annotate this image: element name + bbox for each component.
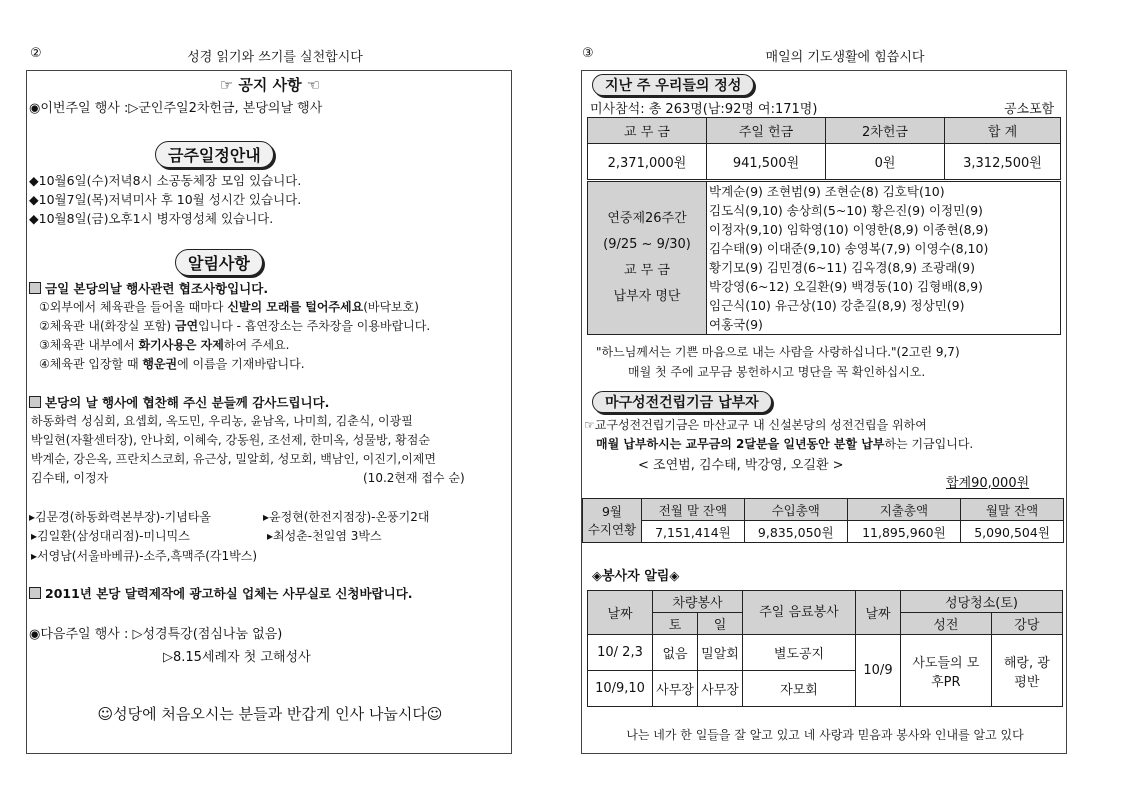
- sponsor-note: (10.2현재 접수 순): [363, 471, 465, 485]
- tithe-value: 2,371,000원: [588, 144, 707, 180]
- vol-row2-sat: 사무장: [653, 671, 698, 707]
- right-page-title: 매일의 기도생활에 힘씁시다: [765, 50, 925, 65]
- payer-line: 김도식(9,10) 송상희(5~10) 황은진(9) 이정민(9): [709, 203, 983, 218]
- building-names: < 조연범, 김수태, 박강영, 오길환 >: [638, 458, 844, 473]
- vol-row2-drink: 자모회: [743, 671, 856, 707]
- right-page-number: ③: [582, 46, 594, 61]
- sec1-item-4-pre: ④체육관 입장할 때: [39, 357, 143, 371]
- building-total: 합계90,000원: [946, 476, 1030, 491]
- left-panel: [26, 70, 512, 754]
- sec1-item-1-bold: 신발의 모래를 털어주세요: [227, 300, 364, 314]
- donor-2: ▸윤정현(한전지점장)-온풍기2대: [263, 510, 430, 524]
- balance-label-month: 9월: [601, 503, 623, 519]
- payer-line: 임근식(10) 유근상(10) 강춘길(8,9) 정상민(9): [709, 298, 965, 313]
- section2-title: [29, 393, 329, 411]
- attendance-note: 공소포함: [1004, 102, 1055, 117]
- clean-sanctuary: 사도들의 모후PR: [901, 635, 992, 707]
- sec1-item-4-post: 에 이름을 기재바랍니다.: [177, 357, 305, 371]
- balance-col-expense: 지출총액: [847, 499, 960, 521]
- offering-header-row: [588, 118, 1061, 144]
- sec1-item-1-pre: ①외부에서 체육관을 들어올 때마다: [39, 300, 228, 314]
- vol-col-sat: 토: [653, 613, 698, 635]
- sec1-item-1-post: (바닥보호): [363, 300, 419, 314]
- week-guide-title: 금주일정안내: [155, 141, 274, 168]
- balance-col-income: 수입총액: [744, 499, 847, 521]
- vol-col-vehicle: 차량봉사: [653, 591, 743, 613]
- square-bullet-icon: [29, 282, 41, 294]
- sponsor-line-4: 김수태, 이정자: [31, 471, 109, 485]
- balance-col-prev: 전월 말 잔액: [642, 499, 745, 521]
- schedule-item-2: ◆10월7일(목)저녁미사 후 10월 성시간 있습니다.: [29, 192, 302, 207]
- offering-title: 지난 주 우리들의 정성: [592, 74, 754, 96]
- period-label-3: 교 무 금: [624, 263, 670, 278]
- vol-row1-date: 10/ 2,3: [588, 635, 653, 671]
- col-tithe: 교 무 금: [588, 118, 707, 144]
- balance-table: [582, 498, 1064, 543]
- payer-line: 김수태(9) 이대준(9,10) 송영복(7,9) 이영수(8,10): [709, 241, 989, 256]
- vol-row2-sun: 사무장: [698, 671, 743, 707]
- vol-col-clean: 성당청소(토): [901, 591, 1063, 613]
- sec1-item-4: [39, 355, 305, 372]
- sec1-item-2-post: 입니다 - 흡연장소는 주차장을 이용바랍니다.: [198, 319, 431, 333]
- vol-row1-sat: 없음: [653, 635, 698, 671]
- vol-col-drink: 주일 음료봉사: [743, 591, 856, 635]
- balance-label: [583, 499, 642, 543]
- clean-date: 10/9: [856, 635, 901, 707]
- left-page-title: 성경 읽기와 쓰기를 실천합시다: [187, 50, 363, 65]
- vol-header-row-1: [588, 591, 1063, 613]
- vol-row-1: [588, 635, 1063, 671]
- vol-col-sun: 일: [698, 613, 743, 635]
- payer-table: [587, 181, 1061, 335]
- section2-title-text: 본당의 날 행사에 협찬해 주신 분들께 감사드립니다.: [45, 395, 330, 410]
- balance-value-row: [583, 521, 1064, 543]
- vol-col-sanctuary: 성전: [901, 613, 992, 635]
- building-desc-2: [596, 435, 973, 452]
- payer-row: [588, 182, 1061, 335]
- quote-2: 매월 첫 주에 교무금 봉헌하시고 명단을 꼭 확인하십시오.: [628, 365, 926, 379]
- section1-title-text: 금일 본당의날 행사관련 협조사항입니다.: [45, 281, 269, 296]
- volunteer-title: ◈봉사자 알림◈: [592, 569, 680, 584]
- vol-row1-sun: 밀알회: [698, 635, 743, 671]
- donor-4: ▸최성춘-천일염 3박스: [267, 529, 382, 543]
- balance-col-end: 월말 잔액: [961, 499, 1064, 521]
- payer-list: [707, 182, 1061, 335]
- donor-5: ▸서영남(서울바베큐)-소주,흑맥주(각1박스): [31, 549, 258, 563]
- col-second: 2차헌금: [826, 118, 945, 144]
- balance-income: 9,835,050원: [744, 521, 847, 543]
- donor-3: ▸김일환(삼성대리점)-미니믹스: [31, 529, 190, 543]
- balance-expense: 11,895,960원: [847, 521, 960, 543]
- sec1-item-3-post: 하여 주세요.: [223, 338, 290, 352]
- offering-value-row: [588, 144, 1061, 180]
- balance-label-text: 수지연황: [587, 521, 637, 537]
- payer-line: 여홍국(9): [709, 317, 763, 332]
- next-week-event-1: ◉다음주일 행사 : ▷성경특강(점심나눔 없음): [29, 627, 283, 642]
- period-label-1: 연중제26주간: [607, 211, 687, 226]
- sponsor-line-1: 하동화력 성심회, 요셉회, 옥도민, 우리농, 윤남옥, 나미희, 김춘식, 이광필: [31, 414, 413, 428]
- sec1-item-3-bold: 화기사용은 자제: [138, 338, 224, 352]
- second-value: 0원: [826, 144, 945, 180]
- section3-title: [29, 584, 413, 602]
- square-bullet-icon: [29, 396, 41, 408]
- section3-title-text: 2011년 본당 달력제작에 광고하실 업체는 사무실로 신청바랍니다.: [45, 586, 413, 601]
- period-label-4: 납부자 명단: [613, 289, 681, 304]
- sunday-value: 941,500원: [707, 144, 826, 180]
- square-bullet-icon: [29, 587, 41, 599]
- vol-col-date2: 날짜: [856, 591, 901, 635]
- vol-row2-date: 10/9,10: [588, 671, 653, 707]
- balance-prev: 7,151,414원: [642, 521, 745, 543]
- sec1-item-3: [39, 336, 289, 353]
- volunteer-table: [587, 590, 1063, 707]
- balance-header-row: [583, 499, 1064, 521]
- vol-row1-drink: 별도공지: [743, 635, 856, 671]
- section1-title: [29, 279, 268, 297]
- schedule-item-1: ◆10월6일(수)저녁8시 소공동체장 모임 있습니다.: [29, 173, 302, 188]
- left-page-number: ②: [30, 46, 42, 61]
- balance-end: 5,090,504원: [961, 521, 1064, 543]
- vol-col-hall: 강당: [991, 613, 1062, 635]
- announce-title: 알림사항: [175, 249, 263, 276]
- building-desc-bold: 매월 납부하시는 교무금의 2달분을 일년동안 분할 납부: [596, 437, 885, 451]
- quote: "하느님께서는 기쁜 마음으로 내는 사람을 사랑하십니다."(2고린 9,7): [596, 345, 960, 359]
- period-cell: [588, 182, 707, 335]
- period-label-2: (9/25 ~ 9/30): [603, 237, 691, 252]
- schedule-item-3: ◆10월8일(금)오후1시 병자영성체 있습니다.: [29, 211, 274, 226]
- sec1-item-2-bold: 금연: [174, 319, 199, 333]
- closing-message: ☺성당에 처음오시는 분들과 반갑게 인사 나눕시다☺: [97, 705, 443, 723]
- donor-1: ▸김문경(하동화력본부장)-기념타올: [29, 510, 212, 524]
- footer-verse: 나는 네가 한 일들을 잘 알고 있고 네 사랑과 믿음과 봉사와 인내를 알고 있다: [626, 728, 1024, 742]
- payer-line: 황기모(9) 김민경(6~11) 김옥경(8,9) 조광래(9): [709, 260, 975, 275]
- payer-line: 이정자(9,10) 임학영(10) 이영한(8,9) 이종현(8,9): [709, 222, 989, 237]
- sec1-item-3-pre: ③체육관 내부에서: [39, 338, 139, 352]
- col-total: 합 계: [945, 118, 1061, 144]
- sec1-item-1: [39, 298, 419, 315]
- sponsor-line-2: 박일현(자활센터장), 안나회, 이혜숙, 강동원, 조선제, 한미옥, 성물방, 황점순: [31, 433, 430, 447]
- sponsor-line-3: 박계순, 강은옥, 프란치스코회, 유근상, 밀알회, 성모회, 백남인, 이진기,이제면: [31, 452, 436, 466]
- building-desc-1: ☞교구성전건립기금은 마산교구 내 신설본당의 성전건립을 위하여: [584, 418, 927, 432]
- building-desc-post: 하는 기금입니다.: [884, 437, 974, 451]
- sec1-item-4-bold: 행운권: [142, 357, 178, 371]
- sec1-item-2-pre: ②체육관 내(화장실 포함): [39, 319, 175, 333]
- payer-line: 박계순(9) 조현범(9) 조현순(8) 김호탁(10): [709, 184, 945, 199]
- attendance: 미사참석: 총 263명(남:92명 여:171명): [590, 102, 818, 117]
- notice-title: ☞ 공지 사항 ☜: [219, 76, 321, 94]
- total-value: 3,312,500원: [945, 144, 1061, 180]
- sec1-item-2: [39, 317, 430, 334]
- clean-hall: 해랑, 광평반: [991, 635, 1062, 707]
- next-week-event-2: ▷8.15세례자 첫 고해성사: [163, 650, 311, 665]
- vol-col-date: 날짜: [588, 591, 653, 635]
- right-panel: [581, 70, 1067, 754]
- col-sunday: 주일 헌금: [707, 118, 826, 144]
- offering-table: [587, 117, 1061, 180]
- this-week-event: ◉이번주일 행사 :▷군인주일2차헌금, 본당의날 행사: [29, 101, 323, 116]
- payer-line: 박강영(6~12) 오길환(9) 백경동(10) 김형배(8,9): [709, 279, 983, 294]
- building-fund-title: 마구성전건립기금 납부자: [592, 391, 772, 413]
